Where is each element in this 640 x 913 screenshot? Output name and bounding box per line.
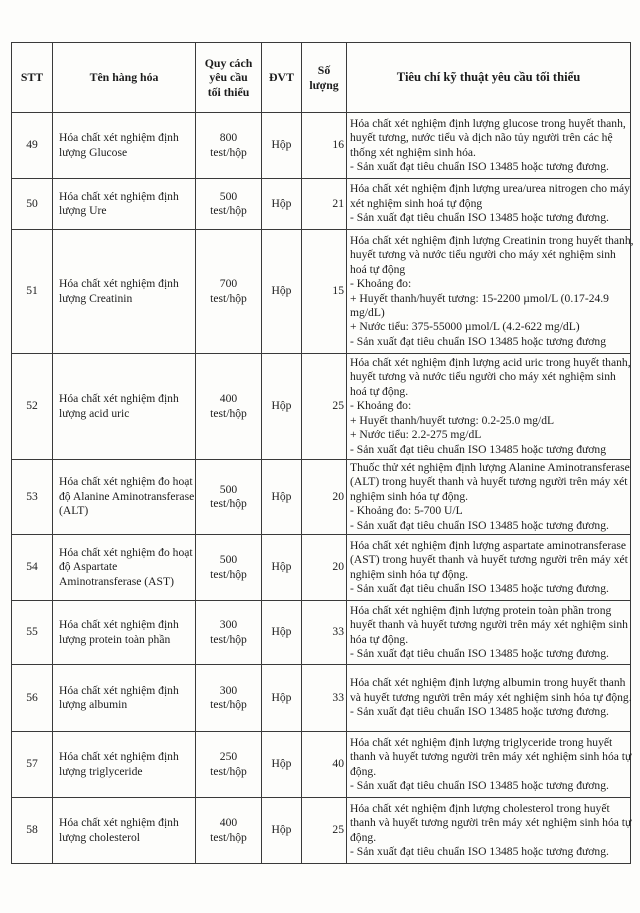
item-criteria-line: - Khoảng đo: [350, 399, 412, 413]
item-criteria [347, 460, 631, 535]
item-name-line: lượng Ure [59, 204, 107, 217]
item-name [53, 230, 196, 354]
item-criteria [347, 798, 631, 864]
item-unit: Hộp [262, 798, 302, 864]
item-quantity: 15 [302, 230, 347, 354]
item-name-line: lượng albumin [59, 698, 128, 712]
table-row [12, 798, 631, 864]
item-name-line: Hóa chất xét nghiệm định [59, 750, 179, 764]
item-criteria [347, 665, 631, 732]
item-criteria-line: Hóa chất xét nghiệm định lượng Creatinin trong huyết thanh, [350, 233, 634, 247]
item-spec-line: 500 [219, 189, 238, 203]
item-spec [196, 601, 262, 665]
item-criteria-line: - Sản xuất đạt tiêu chuẩn ISO 13485 hoặc tương đương. [350, 581, 609, 595]
table-row [12, 179, 631, 230]
item-criteria-line: động. [350, 764, 377, 778]
item-criteria-line: Hóa chất xét nghiệm định lượng glucose trong huyết thanh, [350, 116, 626, 130]
item-criteria-line: huyết thanh và huyết tương người trên máy xét nghiệm sinh [350, 618, 628, 632]
row-number: 50 [12, 179, 53, 230]
item-quantity: 21 [302, 179, 347, 230]
item-quantity: 25 [302, 354, 347, 460]
table-row [12, 354, 631, 460]
item-criteria [347, 179, 631, 230]
row-number: 51 [12, 230, 53, 354]
row-number: 53 [12, 460, 53, 535]
table-row [12, 665, 631, 732]
item-name-line: lượng Creatinin [59, 291, 133, 305]
header-quantity: Số lượng [302, 43, 347, 113]
item-unit: Hộp [262, 535, 302, 601]
item-name-line: lượng triglyceride [59, 764, 143, 778]
header-unit: ĐVT [262, 43, 302, 113]
item-criteria-line: và huyết tương người trên máy xét nghiệm sinh hóa tự động. [350, 690, 632, 704]
item-quantity: 20 [302, 460, 347, 535]
item-criteria [347, 113, 631, 179]
item-spec [196, 535, 262, 601]
row-number: 58 [12, 798, 53, 864]
item-criteria-line: xét nghiệm sinh hoá tự động [350, 196, 483, 210]
item-spec [196, 179, 262, 230]
row-number: 49 [12, 113, 53, 179]
item-name-line: Hóa chất xét nghiệm đo hoạt [59, 475, 193, 489]
item-criteria-line: Hóa chất xét nghiệm định lượng aspartate aminotransferase [350, 538, 627, 552]
item-criteria-line: Hóa chất xét nghiệm định lượng urea/urea nitrogen cho máy [350, 182, 630, 196]
item-name [53, 179, 196, 230]
item-criteria-line: thanh và huyết tương người trên máy xét nghiệm sinh hóa tự [350, 816, 632, 830]
item-spec [196, 732, 262, 798]
row-number: 55 [12, 601, 53, 665]
item-spec [196, 230, 262, 354]
item-spec [196, 354, 262, 460]
item-spec-line: test/hộp [210, 632, 247, 646]
item-criteria-line: + Nước tiểu: 2.2-275 mg/dL [350, 428, 482, 442]
item-criteria-line: - Sản xuất đạt tiêu chuẩn ISO 13485 hoặc tương đương. [350, 211, 609, 225]
item-unit: Hộp [262, 113, 302, 179]
item-name-line: độ Aspartate [59, 560, 118, 574]
item-criteria-line: - Sản xuất đạt tiêu chuẩn ISO 13485 hoặc tương đương [350, 442, 607, 456]
item-criteria-line: (AST) trong huyết thanh và huyết tương người trên máy xét [350, 553, 628, 567]
item-criteria-line: - Khoảng đo: 5-700 U/L [350, 504, 463, 518]
item-unit: Hộp [262, 230, 302, 354]
item-criteria [347, 732, 631, 798]
item-criteria-line: huyết tương, nước tiểu và dịch não tủy người trên các hệ [350, 131, 613, 145]
item-criteria-line: thống xét nghiệm sinh hóa. [350, 145, 476, 159]
item-spec-line: test/hộp [210, 497, 247, 511]
item-criteria-line: - Sản xuất đạt tiêu chuẩn ISO 13485 hoặc tương đương. [350, 518, 609, 532]
row-number: 52 [12, 354, 53, 460]
item-name-line: Hóa chất xét nghiệm định [59, 189, 179, 203]
item-name-line: Hóa chất xét nghiệm đo hoạt [59, 545, 193, 559]
item-criteria [347, 354, 631, 460]
item-spec-line: test/hộp [210, 830, 247, 844]
item-quantity: 33 [302, 601, 347, 665]
item-quantity: 20 [302, 535, 347, 601]
item-criteria-line: Hóa chất xét nghiệm định lượng albumin trong huyết thanh [350, 676, 626, 690]
table-row [12, 460, 631, 535]
item-name-line: lượng acid uric [59, 406, 130, 420]
item-spec-line: test/hộp [210, 567, 247, 581]
item-criteria-line: hóa tự động. [350, 632, 409, 646]
item-spec [196, 665, 262, 732]
item-name-line: Hóa chất xét nghiệm định [59, 277, 179, 291]
item-criteria-line: - Sản xuất đạt tiêu chuẩn ISO 13485 hoặc tương đương. [350, 159, 609, 173]
item-name-line: (ALT) [59, 504, 89, 518]
item-spec-line: test/hộp [210, 764, 247, 778]
item-name [53, 798, 196, 864]
item-name-line: Hóa chất xét nghiệm định [59, 618, 179, 632]
item-name-line: lượng Glucose [59, 145, 128, 159]
item-spec-line: 400 [219, 392, 238, 406]
item-spec [196, 113, 262, 179]
item-unit: Hộp [262, 179, 302, 230]
item-spec-line: 800 [219, 131, 238, 145]
item-unit: Hộp [262, 601, 302, 665]
item-spec-line: test/hộp [210, 204, 247, 217]
item-quantity: 25 [302, 798, 347, 864]
item-unit: Hộp [262, 460, 302, 535]
item-criteria-line: Hóa chất xét nghiệm định lượng cholesterol trong huyết [350, 801, 610, 815]
item-spec-line: 250 [219, 750, 238, 764]
item-name-line: Hóa chất xét nghiệm định [59, 683, 179, 697]
header-item-name: Tên hàng hóa [53, 43, 196, 113]
item-spec-line: 500 [219, 553, 238, 567]
table-row [12, 113, 631, 179]
table-row [12, 535, 631, 601]
item-name-line: lượng protein toàn phần [59, 632, 171, 646]
table-row [12, 230, 631, 354]
row-number: 56 [12, 665, 53, 732]
item-spec-line: test/hộp [210, 406, 247, 420]
item-spec-line: test/hộp [210, 291, 247, 305]
item-spec-line: test/hộp [210, 145, 247, 159]
item-criteria-line: + Huyết thanh/huyết tương: 15-2200 µmol/L (0.17-24.9 [350, 291, 609, 305]
item-criteria-line: nghiệm sinh hóa tự động. [350, 489, 469, 503]
item-name-line: Hóa chất xét nghiệm định [59, 392, 179, 406]
item-criteria-line: - Sản xuất đạt tiêu chuẩn ISO 13485 hoặc tương đương. [350, 705, 609, 719]
item-spec [196, 798, 262, 864]
item-criteria [347, 601, 631, 665]
item-spec-line: 700 [219, 277, 238, 291]
item-criteria-line: - Sản xuất đạt tiêu chuẩn ISO 13485 hoặc tương đương. [350, 778, 609, 792]
item-name [53, 665, 196, 732]
item-criteria-line: - Khoảng đo: [350, 277, 412, 291]
item-criteria-line: - Sản xuất đạt tiêu chuẩn ISO 13485 hoặc tương đương. [350, 844, 609, 858]
item-name [53, 601, 196, 665]
item-quantity: 16 [302, 113, 347, 179]
item-name [53, 354, 196, 460]
item-criteria-line: hoá tự động [350, 262, 406, 276]
procurement-table [11, 42, 634, 864]
item-unit: Hộp [262, 665, 302, 732]
item-name [53, 460, 196, 535]
item-criteria-line: mg/dL) [350, 305, 385, 319]
item-name [53, 732, 196, 798]
item-spec-line: test/hộp [210, 698, 247, 712]
item-name [53, 535, 196, 601]
item-criteria-line: + Huyết thanh/huyết tương: 0.2-25.0 mg/dL [350, 413, 555, 427]
item-name [53, 113, 196, 179]
item-criteria-line: thanh và huyết tương người trên máy xét nghiệm sinh hóa tự [350, 750, 632, 764]
item-criteria-line: nghiệm sinh hóa tự động. [350, 567, 469, 581]
item-criteria-line: Hóa chất xét nghiệm định lượng triglyceride trong huyết [350, 735, 613, 749]
item-criteria-line: + Nước tiểu: 375-55000 µmol/L (4.2-622 mg/dL) [350, 320, 580, 334]
item-criteria [347, 535, 631, 601]
table-row [12, 601, 631, 665]
header-spec: Quy cách yêu cầu tối thiểu [196, 43, 262, 113]
header-stt: STT [12, 43, 53, 113]
item-spec-line: 500 [219, 482, 238, 496]
item-name-line: Aminotransferase (AST) [59, 574, 174, 588]
item-unit: Hộp [262, 354, 302, 460]
item-criteria-line: huyết tương và nước tiểu người cho máy xét nghiệm sinh [350, 370, 616, 384]
item-spec-line: 300 [219, 618, 238, 632]
item-criteria-line: huyết tương và nước tiểu người cho máy xét nghiệm sinh [350, 248, 616, 262]
item-name-line: Hóa chất xét nghiệm định [59, 131, 179, 145]
table-row [12, 732, 631, 798]
item-criteria-line: - Sản xuất đạt tiêu chuẩn ISO 13485 hoặc tương đương [350, 334, 607, 348]
item-criteria-line: (ALT) trong huyết thanh và huyết tương người trên máy xét [350, 475, 628, 489]
item-criteria-line: động. [350, 830, 377, 844]
header-criteria: Tiêu chí kỹ thuật yêu cầu tối thiểu [347, 43, 631, 113]
item-criteria-line: - Sản xuất đạt tiêu chuẩn ISO 13485 hoặc tương đương. [350, 646, 609, 660]
table-header-row [12, 43, 631, 113]
item-name-line: Hóa chất xét nghiệm định [59, 816, 179, 830]
item-quantity: 40 [302, 732, 347, 798]
item-criteria-line: Hóa chất xét nghiệm định lượng acid uric trong huyết thanh, [350, 356, 631, 370]
row-number: 54 [12, 535, 53, 601]
item-spec-line: 400 [219, 816, 238, 830]
item-spec [196, 460, 262, 535]
row-number: 57 [12, 732, 53, 798]
item-spec-line: 300 [219, 683, 238, 697]
item-criteria-line: Thuốc thử xét nghiệm định lượng Alanine Aminotransferase [350, 461, 630, 474]
item-name-line: lượng cholesterol [59, 830, 140, 844]
item-unit: Hộp [262, 732, 302, 798]
item-criteria [347, 230, 634, 354]
item-quantity: 33 [302, 665, 347, 732]
item-criteria-line: hoá tự động. [350, 384, 409, 398]
item-name-line: độ Alanine Aminotransferase [59, 489, 195, 503]
item-criteria-line: Hóa chất xét nghiệm định lượng protein toàn phần trong [350, 603, 612, 617]
